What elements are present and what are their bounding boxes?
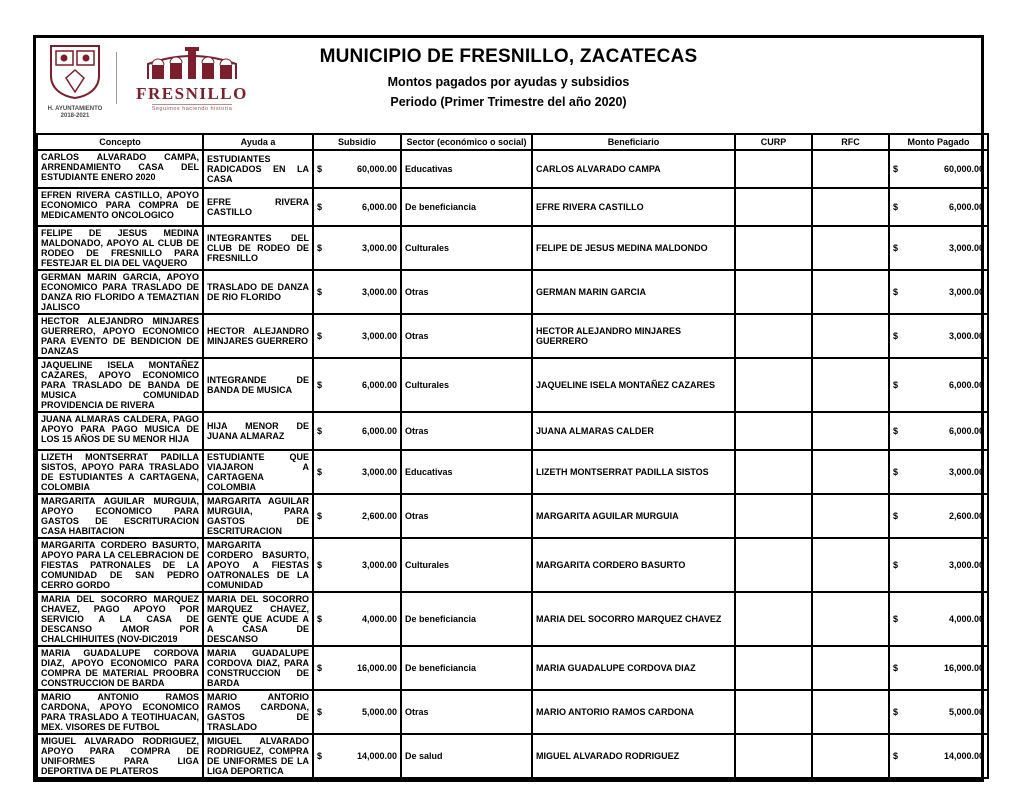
concepto-cell: FELIPE DE JESUS MEDINA MALDONADO, APOYO AL CLUB DE RODEO DE FRESNILLO PARA FESTEJAR EL DIA DEL VAQUERO (37, 226, 203, 270)
ayuda-a-cell: TRASLADO DE DANZA DE RIO FLORIDO (203, 270, 313, 314)
title-block (36, 46, 981, 109)
crest-caption-line2: 2018-2021 (60, 113, 90, 119)
curp-cell (735, 538, 812, 592)
subsidio-cell (313, 734, 401, 778)
concepto-cell: LIZETH MONTSERRAT PADILLA SISTOS, APOYO PARA TRASLADO DE ESTUDIANTES A CARTAGENA, COLOMBIA (37, 450, 203, 494)
currency-symbol: $ (893, 614, 899, 624)
sector-cell: Culturales (401, 358, 532, 412)
currency-symbol: $ (893, 511, 899, 521)
ayuda-a-cell: HIJA MENOR DE JUANA ALMARAZ (203, 412, 313, 450)
ayuda-a-cell: MARGARITA CORDERO BASURTO, APOYO A FIESTAS OATRONALES DE LA COMUNIDAD (203, 538, 313, 592)
amount-value: 14,000.00 (356, 751, 397, 761)
beneficiario-cell: MARIO ANTORIO RAMOS CARDONA (532, 690, 735, 734)
rfc-cell (812, 150, 889, 188)
currency-symbol: $ (317, 380, 323, 390)
col-header-monto-pagado: Monto Pagado (889, 134, 988, 150)
subsidio-cell (313, 226, 401, 270)
sector-cell: Otras (401, 412, 532, 450)
currency-symbol: $ (893, 287, 899, 297)
sector-cell: Otras (401, 270, 532, 314)
currency-symbol: $ (317, 202, 323, 212)
rfc-cell (812, 270, 889, 314)
money-wrap (893, 707, 984, 717)
col-header-ayuda-a: Ayuda a (203, 134, 313, 150)
concepto-cell: HECTOR ALEJANDRO MINJARES GUERRERO, APOYO ECONOMICO PARA EVENTO DE BENDICION DE DANZAS (37, 314, 203, 358)
beneficiario-cell: JAQUELINE ISELA MONTAÑEZ CAZARES (532, 358, 735, 412)
amount-value: 6,000.00 (948, 380, 984, 390)
money-wrap (317, 467, 397, 477)
monto-pagado-cell (889, 358, 988, 412)
table-header-row (37, 134, 988, 150)
currency-symbol: $ (893, 560, 899, 570)
sector-cell: De beneficiancia (401, 188, 532, 226)
currency-symbol: $ (317, 467, 323, 477)
amount-value: 3,000.00 (361, 467, 397, 477)
crest-caption-line1: H. AYUNTAMIENTO (47, 106, 103, 112)
sector-cell: Otras (401, 690, 532, 734)
monto-pagado-cell (889, 270, 988, 314)
sector-cell: De salud (401, 734, 532, 778)
amount-value: 3,000.00 (948, 243, 984, 253)
sector-cell: Educativas (401, 450, 532, 494)
curp-cell (735, 314, 812, 358)
amount-value: 16,000.00 (943, 663, 984, 673)
amount-value: 60,000.00 (356, 164, 397, 174)
ayuda-a-cell: MARGARITA AGUILAR MURGUIA, PARA GASTOS DE ESCRITURACION (203, 494, 313, 538)
beneficiario-cell: FELIPE DE JESUS MEDINA MALDONDO (532, 226, 735, 270)
curp-cell (735, 270, 812, 314)
rfc-cell (812, 314, 889, 358)
table-row (37, 538, 988, 592)
ayuda-a-cell: ESTUDIANTE QUE VIAJARON A CARTAGENA COLOMBIA (203, 450, 313, 494)
ayuda-a-cell: INTEGRANTES DEL CLUB DE RODEO DE FRESNILLO (203, 226, 313, 270)
money-wrap (317, 560, 397, 570)
rfc-cell (812, 358, 889, 412)
table-row (37, 188, 988, 226)
beneficiario-cell: LIZETH MONTSERRAT PADILLA SISTOS (532, 450, 735, 494)
currency-symbol: $ (893, 707, 899, 717)
money-wrap (317, 202, 397, 212)
monto-pagado-cell (889, 592, 988, 646)
table-row (37, 226, 988, 270)
amount-value: 3,000.00 (361, 287, 397, 297)
money-wrap (317, 426, 397, 436)
monto-pagado-cell (889, 150, 988, 188)
amount-value: 60,000.00 (943, 164, 984, 174)
currency-symbol: $ (893, 751, 899, 761)
table-row (37, 646, 988, 690)
ayuda-a-cell: EFRE RIVERA CASTILLO (203, 188, 313, 226)
money-wrap (317, 707, 397, 717)
curp-cell (735, 188, 812, 226)
concepto-cell: CARLOS ALVARADO CAMPA, ARRENDAMIENTO CASA DEL ESTUDIANTE ENERO 2020 (37, 150, 203, 188)
concepto-cell: MARIA DEL SOCORRO MARQUEZ CHAVEZ, PAGO APOYO POR SERVICIO A LA CASA DE DESCANSO AMOR POR CHALCHIHUITES (NOV-DIC2019 (37, 592, 203, 646)
money-wrap (317, 380, 397, 390)
rfc-cell (812, 592, 889, 646)
ayuda-a-cell: ESTUDIANTES RADICADOS EN LA CASA (203, 150, 313, 188)
money-wrap (893, 202, 984, 212)
subsidio-cell (313, 188, 401, 226)
col-header-curp: CURP (735, 134, 812, 150)
rfc-cell (812, 538, 889, 592)
currency-symbol: $ (317, 164, 323, 174)
currency-symbol: $ (317, 426, 323, 436)
document-header (36, 38, 981, 133)
concepto-cell: JAQUELINE ISELA MONTAÑEZ CAZARES, APOYO ECONOMICO PARA TRASLADO DE BANDA DE MUSICA COMUNIDAD PROVIDENCIA DE RIVERA (37, 358, 203, 412)
currency-symbol: $ (317, 707, 323, 717)
currency-symbol: $ (893, 380, 899, 390)
currency-symbol: $ (893, 243, 899, 253)
money-wrap (893, 380, 984, 390)
amount-value: 2,600.00 (361, 511, 397, 521)
money-wrap (317, 164, 397, 174)
table-row (37, 592, 988, 646)
beneficiario-cell: JUANA ALMARAS CALDER (532, 412, 735, 450)
money-wrap (893, 467, 984, 477)
table-row (37, 412, 988, 450)
subsidio-cell (313, 270, 401, 314)
sector-cell: Educativas (401, 150, 532, 188)
ayuda-a-cell: MIGUEL ALVARADO RODRIGUEZ, COMPRA DE UNIFORMES DE LA LIGA DEPORTICA (203, 734, 313, 778)
currency-symbol: $ (893, 164, 899, 174)
money-wrap (893, 243, 984, 253)
money-wrap (893, 751, 984, 761)
currency-symbol: $ (317, 614, 323, 624)
page-title: MUNICIPIO DE FRESNILLO, ZACATECAS (319, 46, 698, 67)
money-wrap (317, 243, 397, 253)
money-wrap (317, 614, 397, 624)
subsidio-cell (313, 314, 401, 358)
money-wrap (317, 663, 397, 673)
concepto-cell: EFREN RIVERA CASTILLO, APOYO ECONOMICO PARA COMPRA DE MEDICAMENTO ONCOLOGICO (37, 188, 203, 226)
sector-cell: De beneficiancia (401, 646, 532, 690)
money-wrap (893, 560, 984, 570)
sector-cell: Culturales (401, 538, 532, 592)
monto-pagado-cell (889, 690, 988, 734)
table-body (37, 150, 988, 778)
beneficiario-cell: MARGARITA AGUILAR MURGUIA (532, 494, 735, 538)
sector-cell: De beneficiancia (401, 592, 532, 646)
currency-symbol: $ (893, 467, 899, 477)
money-wrap (893, 511, 984, 521)
rfc-cell (812, 494, 889, 538)
col-header-sector: Sector (económico o social) (401, 134, 532, 150)
table-header (37, 134, 988, 150)
amount-value: 3,000.00 (948, 467, 984, 477)
currency-symbol: $ (317, 331, 323, 341)
money-wrap (893, 287, 984, 297)
currency-symbol: $ (317, 751, 323, 761)
concepto-cell: MARGARITA AGUILAR MURGUIA, APOYO ECONOMICO PARA GASTOS DE ESCRITURACION CASA HABITACION (37, 494, 203, 538)
curp-cell (735, 734, 812, 778)
currency-symbol: $ (893, 202, 899, 212)
currency-symbol: $ (317, 287, 323, 297)
beneficiario-cell: MIGUEL ALVARADO RODRIGUEZ (532, 734, 735, 778)
currency-symbol: $ (893, 663, 899, 673)
curp-cell (735, 150, 812, 188)
rfc-cell (812, 690, 889, 734)
monto-pagado-cell (889, 494, 988, 538)
curp-cell (735, 646, 812, 690)
curp-cell (735, 450, 812, 494)
table-row (37, 358, 988, 412)
amount-value: 4,000.00 (948, 614, 984, 624)
money-wrap (317, 751, 397, 761)
currency-symbol: $ (893, 331, 899, 341)
money-wrap (893, 663, 984, 673)
subsidio-cell (313, 690, 401, 734)
beneficiario-cell: CARLOS ALVARADO CAMPA (532, 150, 735, 188)
col-header-subsidio: Subsidio (313, 134, 401, 150)
amount-value: 3,000.00 (948, 560, 984, 570)
table-row (37, 150, 988, 188)
subsidio-cell (313, 646, 401, 690)
col-header-concepto: Concepto (37, 134, 203, 150)
subsidio-cell (313, 450, 401, 494)
col-header-beneficiario: Beneficiario (532, 134, 735, 150)
concepto-cell: GERMAN MARIN GARCIA, APOYO ECONOMICO PARA TRASLADO DE DANZA RIO FLORIDO A TEMAZTIAN JALISCO (37, 270, 203, 314)
ayuda-a-cell: HECTOR ALEJANDRO MINJARES GUERRERO (203, 314, 313, 358)
amount-value: 3,000.00 (948, 287, 984, 297)
table-row (37, 494, 988, 538)
monto-pagado-cell (889, 188, 988, 226)
amount-value: 2,600.00 (948, 511, 984, 521)
money-wrap (317, 287, 397, 297)
money-wrap (893, 164, 984, 174)
table-row (37, 450, 988, 494)
money-wrap (893, 331, 984, 341)
amount-value: 14,000.00 (943, 751, 984, 761)
sector-cell: Culturales (401, 226, 532, 270)
amount-value: 4,000.00 (361, 614, 397, 624)
col-header-rfc: RFC (812, 134, 889, 150)
amount-value: 6,000.00 (948, 426, 984, 436)
concepto-cell: MARIA GUADALUPE CORDOVA DIAZ, APOYO ECONOMICO PARA COMPRA DE MATERIAL PROOBRA CONSTRUCCION DE BARDA (37, 646, 203, 690)
table-row (37, 734, 988, 778)
curp-cell (735, 592, 812, 646)
rfc-cell (812, 734, 889, 778)
currency-symbol: $ (317, 243, 323, 253)
subsidio-cell (313, 412, 401, 450)
amount-value: 6,000.00 (361, 426, 397, 436)
table-row (37, 270, 988, 314)
curp-cell (735, 358, 812, 412)
subsidio-cell (313, 494, 401, 538)
subsidio-cell (313, 592, 401, 646)
curp-cell (735, 494, 812, 538)
rfc-cell (812, 412, 889, 450)
beneficiario-cell: EFRE RIVERA CASTILLO (532, 188, 735, 226)
concepto-cell: MIGUEL ALVARADO RODRIGUEZ, APOYO PARA COMPRA DE UNIFORMES PARA LIGA DEPORTIVA DE PLATEROS (37, 734, 203, 778)
curp-cell (735, 690, 812, 734)
monto-pagado-cell (889, 314, 988, 358)
currency-symbol: $ (317, 560, 323, 570)
amount-value: 3,000.00 (361, 560, 397, 570)
brand-name: FRESNILLO (136, 84, 248, 103)
amount-value: 3,000.00 (948, 331, 984, 341)
ayuda-a-cell: MARIO ANTORIO RAMOS CARDONA, GASTOS DE TRASLADO (203, 690, 313, 734)
currency-symbol: $ (317, 663, 323, 673)
money-wrap (893, 426, 984, 436)
table-row (37, 690, 988, 734)
subsidies-table (36, 133, 989, 779)
amount-value: 6,000.00 (948, 202, 984, 212)
sector-cell: Otras (401, 494, 532, 538)
subsidio-cell (313, 150, 401, 188)
subsidio-cell (313, 358, 401, 412)
brand-tagline: Seguimos haciendo historia (151, 106, 233, 112)
rfc-cell (812, 450, 889, 494)
monto-pagado-cell (889, 538, 988, 592)
curp-cell (735, 226, 812, 270)
monto-pagado-cell (889, 412, 988, 450)
beneficiario-cell: GERMAN MARIN GARCIA (532, 270, 735, 314)
table-row (37, 314, 988, 358)
beneficiario-cell: MARGARITA CORDERO BASURTO (532, 538, 735, 592)
amount-value: 5,000.00 (948, 707, 984, 717)
money-wrap (893, 614, 984, 624)
subsidio-cell (313, 538, 401, 592)
amount-value: 3,000.00 (361, 331, 397, 341)
monto-pagado-cell (889, 646, 988, 690)
amount-value: 6,000.00 (361, 202, 397, 212)
rfc-cell (812, 226, 889, 270)
ayuda-a-cell: MARIA DEL SOCORRO MARQUEZ CHAVEZ, GENTE QUE ACUDE A A CASA DE DESCANSO (203, 592, 313, 646)
document-page (33, 35, 984, 782)
curp-cell (735, 412, 812, 450)
currency-symbol: $ (317, 511, 323, 521)
beneficiario-cell: MARIA DEL SOCORRO MARQUEZ CHAVEZ (532, 592, 735, 646)
page-subtitle: Montos pagados por ayudas y subsidios (387, 75, 630, 89)
page-period: Periodo (Primer Trimestre del año 2020) (390, 95, 627, 109)
currency-symbol: $ (893, 426, 899, 436)
beneficiario-cell: HECTOR ALEJANDRO MINJARES GUERRERO (532, 314, 735, 358)
amount-value: 5,000.00 (361, 707, 397, 717)
ayuda-a-cell: MARIA GUADALUPE CORDOVA DIAZ, PARA CONSTRUCCION DE BARDA (203, 646, 313, 690)
monto-pagado-cell (889, 734, 988, 778)
ayuda-a-cell: INTEGRANDE DE BANDA DE MUSICA (203, 358, 313, 412)
sector-cell: Otras (401, 314, 532, 358)
rfc-cell (812, 646, 889, 690)
amount-value: 3,000.00 (361, 243, 397, 253)
beneficiario-cell: MARIA GUADALUPE CORDOVA DIAZ (532, 646, 735, 690)
rfc-cell (812, 188, 889, 226)
concepto-cell: JUANA ALMARAS CALDERA, PAGO APOYO PARA PAGO MUSICA DE LOS 15 AÑOS DE SU MENOR HIJA (37, 412, 203, 450)
money-wrap (317, 331, 397, 341)
money-wrap (317, 511, 397, 521)
concepto-cell: MARGARITA CORDERO BASURTO, APOYO PARA LA CELEBRACION DE FIESTAS PATRONALES DE LA COMUNIDAD DE SAN PEDRO CERRO GORDO (37, 538, 203, 592)
amount-value: 16,000.00 (356, 663, 397, 673)
monto-pagado-cell (889, 226, 988, 270)
monto-pagado-cell (889, 450, 988, 494)
concepto-cell: MARIO ANTONIO RAMOS CARDONA, APOYO ECONOMICO PARA TRASLADO A TEOTIHUACAN, MEX. VISORES DE FUTBOL (37, 690, 203, 734)
amount-value: 6,000.00 (361, 380, 397, 390)
